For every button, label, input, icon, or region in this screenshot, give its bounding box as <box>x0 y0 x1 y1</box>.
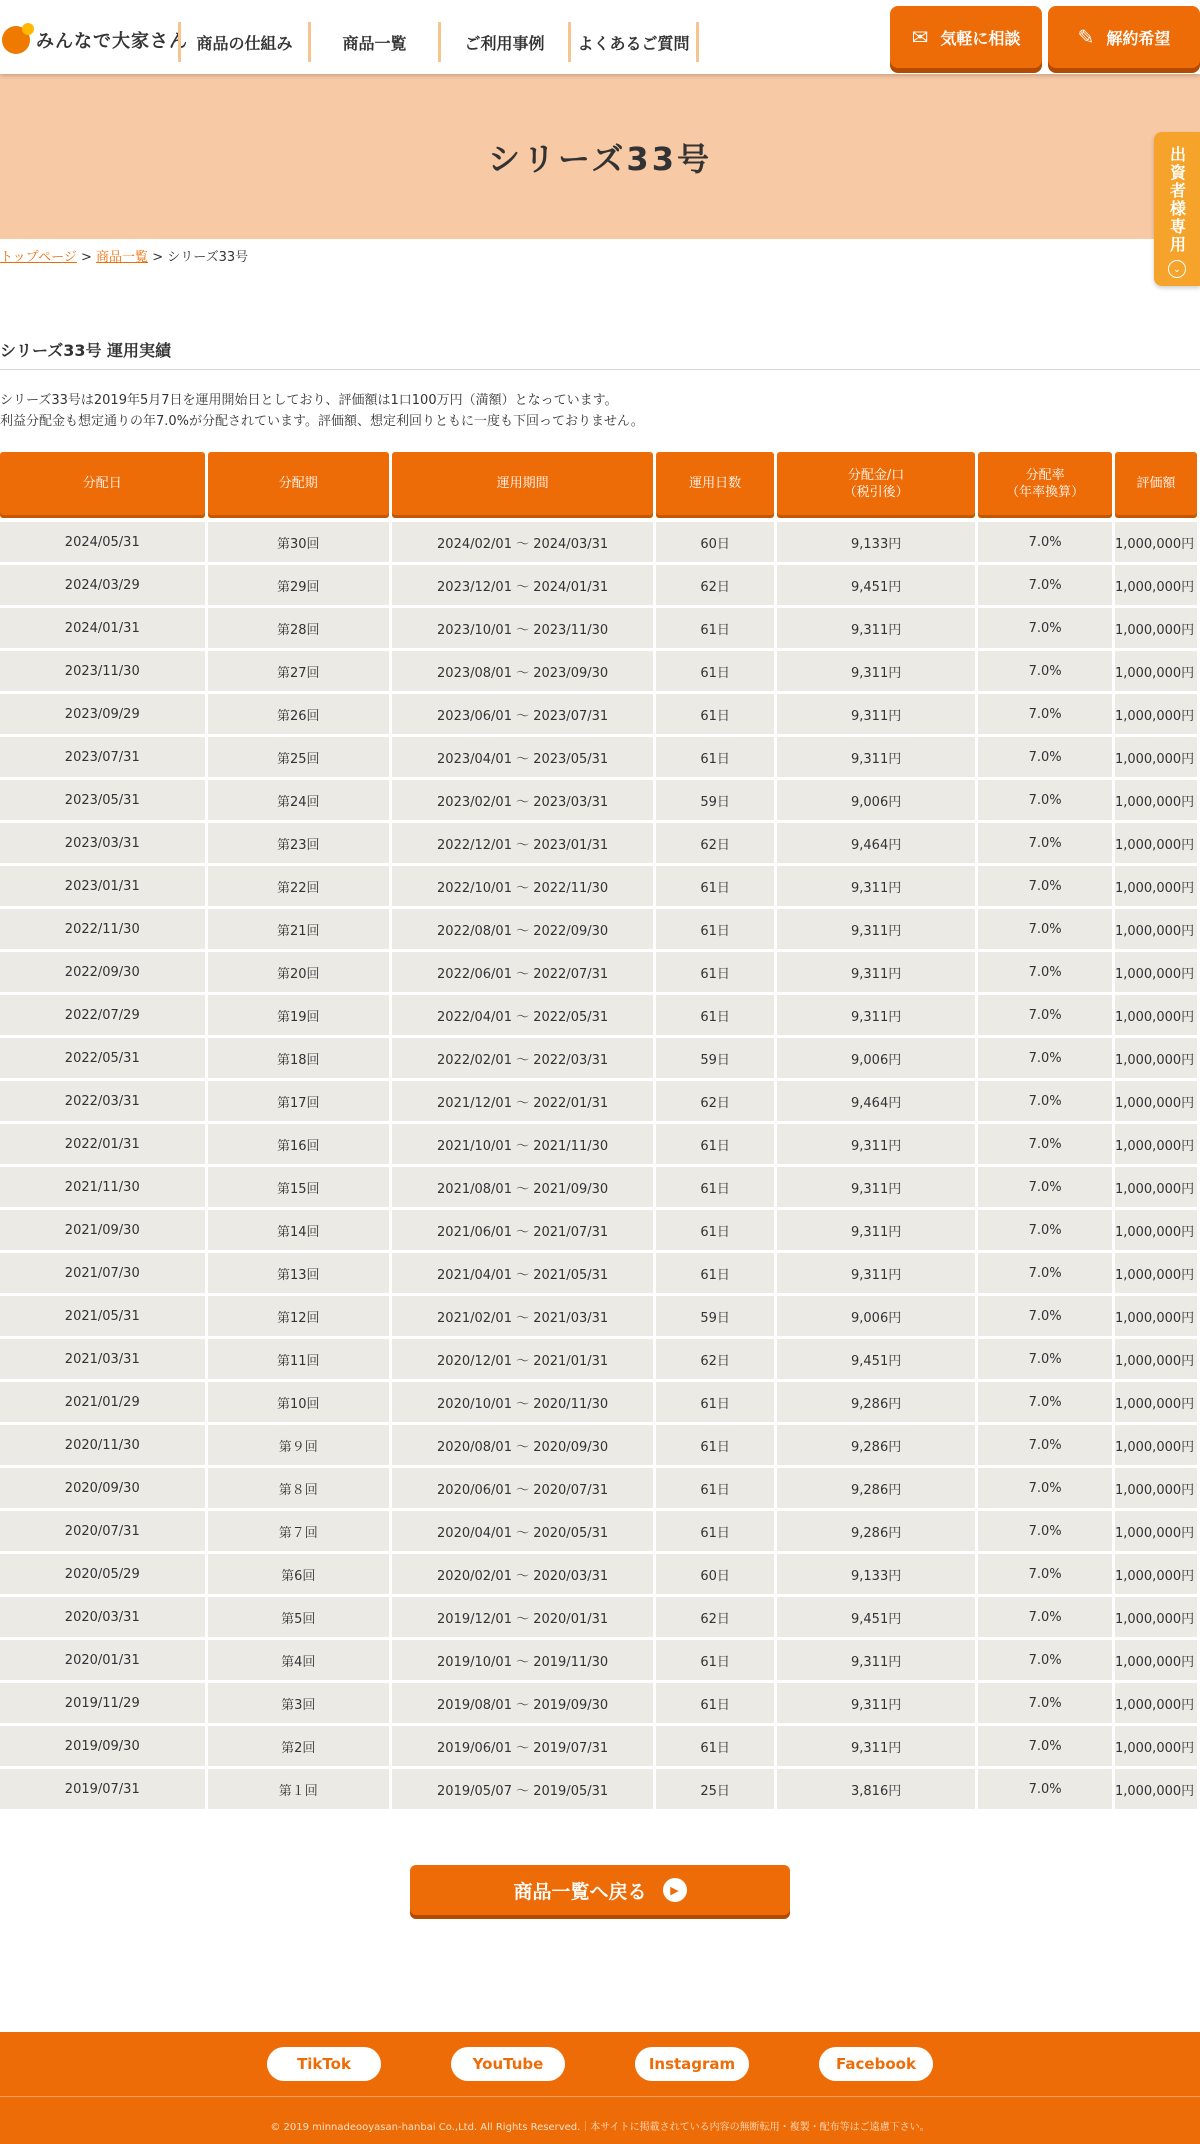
cell-operation-days: 62日 <box>656 565 774 605</box>
cell-operation-period: 2019/08/01 〜 2019/09/30 <box>392 1683 653 1723</box>
cell-valuation: 1,000,000円 <box>1115 909 1197 949</box>
table-row <box>0 1769 1197 1809</box>
table-row <box>0 995 1197 1035</box>
column-header-valuation <box>1115 452 1197 515</box>
cell-distribution-amount: 9,464円 <box>777 1081 975 1121</box>
cell-operation-period: 2021/06/01 〜 2021/07/31 <box>392 1210 653 1250</box>
cell-distribution-amount: 9,006円 <box>777 1038 975 1078</box>
cell-valuation: 1,000,000円 <box>1115 1597 1197 1637</box>
cell-distribution-rate: 7.0% <box>978 1167 1112 1207</box>
cell-distribution-date: 2019/09/30 <box>0 1726 205 1766</box>
cell-distribution-period: 第2回 <box>208 1726 389 1766</box>
cell-operation-period: 2020/10/01 〜 2020/11/30 <box>392 1382 653 1422</box>
cell-operation-days: 61日 <box>656 651 774 691</box>
cell-operation-period: 2020/08/01 〜 2020/09/30 <box>392 1425 653 1465</box>
cell-distribution-period: 第14回 <box>208 1210 389 1250</box>
cell-operation-days: 61日 <box>656 1640 774 1680</box>
table-row <box>0 1640 1197 1680</box>
table-row <box>0 1081 1197 1121</box>
breadcrumb-products-link[interactable]: 商品一覧 <box>96 250 149 265</box>
cell-distribution-amount: 9,006円 <box>777 780 975 820</box>
cell-operation-period: 2024/02/01 〜 2024/03/31 <box>392 518 653 562</box>
cell-distribution-date: 2021/03/31 <box>0 1339 205 1379</box>
cell-valuation: 1,000,000円 <box>1115 952 1197 992</box>
investor-only-tab-label: 出資者様専用 <box>1167 146 1187 254</box>
cell-operation-days: 61日 <box>656 909 774 949</box>
cell-distribution-rate: 7.0% <box>978 1210 1112 1250</box>
cell-distribution-rate: 7.0% <box>978 694 1112 734</box>
description-line-1: シリーズ33号は2019年5月7日を運用開始日としており、評価額は1口100万円（満額）となっています。 <box>0 393 618 408</box>
cell-operation-period: 2023/12/01 〜 2024/01/31 <box>392 565 653 605</box>
cell-distribution-amount: 9,311円 <box>777 1167 975 1207</box>
cell-distribution-amount: 9,464円 <box>777 823 975 863</box>
cell-operation-days: 62日 <box>656 1597 774 1637</box>
cell-operation-period: 2020/06/01 〜 2020/07/31 <box>392 1468 653 1508</box>
table-header-row <box>0 452 1197 515</box>
mail-icon: ✉ <box>911 25 929 49</box>
cell-operation-days: 61日 <box>656 995 774 1035</box>
cell-distribution-rate: 7.0% <box>978 1683 1112 1723</box>
breadcrumb-current: シリーズ33号 <box>167 250 249 265</box>
nav-item-products[interactable]: 商品一覧 <box>308 22 438 62</box>
cell-operation-period: 2022/06/01 〜 2022/07/31 <box>392 952 653 992</box>
table-row <box>0 608 1197 648</box>
table-row <box>0 1554 1197 1594</box>
cell-distribution-amount: 9,311円 <box>777 1253 975 1293</box>
cell-distribution-amount: 9,311円 <box>777 995 975 1035</box>
cell-distribution-date: 2021/11/30 <box>0 1167 205 1207</box>
table-row <box>0 565 1197 605</box>
cell-valuation: 1,000,000円 <box>1115 823 1197 863</box>
cell-distribution-date: 2022/01/31 <box>0 1124 205 1164</box>
table-row <box>0 1726 1197 1766</box>
cell-distribution-rate: 7.0% <box>978 995 1112 1035</box>
cell-distribution-amount: 9,311円 <box>777 1124 975 1164</box>
cell-distribution-date: 2021/07/30 <box>0 1253 205 1293</box>
table-row <box>0 737 1197 777</box>
site-logo[interactable] <box>2 20 188 60</box>
cell-valuation: 1,000,000円 <box>1115 1253 1197 1293</box>
page-banner <box>0 74 1200 239</box>
table-row <box>0 1597 1197 1637</box>
cell-distribution-rate: 7.0% <box>978 565 1112 605</box>
cell-distribution-date: 2020/11/30 <box>0 1425 205 1465</box>
nav-item-mechanism[interactable]: 商品の仕組み <box>178 22 308 62</box>
column-header-distribution-date <box>0 452 205 515</box>
cell-distribution-amount: 9,311円 <box>777 608 975 648</box>
column-header-operation-period <box>392 452 653 515</box>
column-header-text: 分配率 <box>1025 467 1065 483</box>
cell-distribution-amount: 9,311円 <box>777 651 975 691</box>
cell-distribution-rate: 7.0% <box>978 1640 1112 1680</box>
cell-valuation: 1,000,000円 <box>1115 1124 1197 1164</box>
cell-distribution-amount: 9,311円 <box>777 1726 975 1766</box>
cell-valuation: 1,000,000円 <box>1115 1468 1197 1508</box>
cell-distribution-date: 2024/01/31 <box>0 608 205 648</box>
cell-operation-days: 60日 <box>656 1554 774 1594</box>
cell-operation-days: 61日 <box>656 1253 774 1293</box>
cell-distribution-rate: 7.0% <box>978 1382 1112 1422</box>
cell-distribution-amount: 9,133円 <box>777 1554 975 1594</box>
page-title: シリーズ33号 <box>488 139 712 178</box>
cell-operation-period: 2022/10/01 〜 2022/11/30 <box>392 866 653 906</box>
breadcrumb-home-link[interactable]: トップページ <box>0 250 77 265</box>
table-row <box>0 780 1197 820</box>
cell-distribution-amount: 9,311円 <box>777 866 975 906</box>
cell-operation-period: 2019/12/01 〜 2020/01/31 <box>392 1597 653 1637</box>
table-row <box>0 1253 1197 1293</box>
table-row <box>0 1425 1197 1465</box>
section-title: シリーズ33号 運用実績 <box>0 338 1200 370</box>
cell-distribution-period: 第９回 <box>208 1425 389 1465</box>
cell-distribution-period: 第10回 <box>208 1382 389 1422</box>
cell-operation-days: 62日 <box>656 1339 774 1379</box>
table-row <box>0 1382 1197 1422</box>
cell-distribution-rate: 7.0% <box>978 866 1112 906</box>
cell-distribution-period: 第11回 <box>208 1339 389 1379</box>
cell-operation-days: 61日 <box>656 1124 774 1164</box>
cell-distribution-amount: 9,286円 <box>777 1425 975 1465</box>
column-header-distribution-rate <box>978 452 1112 515</box>
cell-operation-period: 2023/08/01 〜 2023/09/30 <box>392 651 653 691</box>
cell-operation-days: 61日 <box>656 952 774 992</box>
cell-operation-days: 62日 <box>656 1081 774 1121</box>
nav-item-faq[interactable]: よくあるご質問 <box>568 22 699 62</box>
edit-icon: ✎ <box>1077 25 1095 49</box>
breadcrumb-separator: > <box>152 250 164 265</box>
cell-valuation: 1,000,000円 <box>1115 1382 1197 1422</box>
cell-distribution-date: 2023/11/30 <box>0 651 205 691</box>
cell-distribution-period: 第4回 <box>208 1640 389 1680</box>
cell-distribution-date: 2023/05/31 <box>0 780 205 820</box>
cell-distribution-period: 第８回 <box>208 1468 389 1508</box>
cell-valuation: 1,000,000円 <box>1115 1081 1197 1121</box>
cell-distribution-period: 第29回 <box>208 565 389 605</box>
table-row <box>0 1124 1197 1164</box>
cell-distribution-period: 第30回 <box>208 518 389 562</box>
consult-button[interactable] <box>890 6 1042 68</box>
cell-distribution-period: 第25回 <box>208 737 389 777</box>
table-row <box>0 1468 1197 1508</box>
table-row <box>0 823 1197 863</box>
cell-distribution-amount: 3,816円 <box>777 1769 975 1809</box>
cell-distribution-date: 2020/03/31 <box>0 1597 205 1637</box>
cell-operation-days: 61日 <box>656 608 774 648</box>
cell-valuation: 1,000,000円 <box>1115 1640 1197 1680</box>
cell-distribution-amount: 9,286円 <box>777 1382 975 1422</box>
consult-button-label: 気軽に相談 <box>940 28 1021 48</box>
column-header-operation-days <box>656 452 774 515</box>
cell-operation-period: 2021/12/01 〜 2022/01/31 <box>392 1081 653 1121</box>
cell-operation-days: 25日 <box>656 1769 774 1809</box>
footer-divider <box>0 2096 1200 2097</box>
cell-operation-days: 61日 <box>656 866 774 906</box>
cell-valuation: 1,000,000円 <box>1115 780 1197 820</box>
logo-mark-icon <box>2 26 30 54</box>
cell-distribution-date: 2023/03/31 <box>0 823 205 863</box>
cell-distribution-period: 第16回 <box>208 1124 389 1164</box>
cell-distribution-period: 第28回 <box>208 608 389 648</box>
cell-distribution-date: 2019/11/29 <box>0 1683 205 1723</box>
cell-distribution-date: 2022/03/31 <box>0 1081 205 1121</box>
cell-valuation: 1,000,000円 <box>1115 608 1197 648</box>
breadcrumb <box>0 246 248 265</box>
table-row <box>0 952 1197 992</box>
cell-distribution-rate: 7.0% <box>978 1726 1112 1766</box>
table-row <box>0 518 1197 562</box>
cell-operation-period: 2023/04/01 〜 2023/05/31 <box>392 737 653 777</box>
cell-operation-days: 61日 <box>656 1683 774 1723</box>
cell-distribution-period: 第21回 <box>208 909 389 949</box>
back-to-products-label: 商品一覧へ戻る <box>513 1880 647 1903</box>
cell-distribution-amount: 9,286円 <box>777 1511 975 1551</box>
cell-distribution-rate: 7.0% <box>978 737 1112 777</box>
cell-distribution-date: 2023/07/31 <box>0 737 205 777</box>
cell-distribution-amount: 9,311円 <box>777 952 975 992</box>
column-header-text: 運用日数 <box>689 476 742 491</box>
table-row <box>0 651 1197 691</box>
cell-operation-period: 2021/10/01 〜 2021/11/30 <box>392 1124 653 1164</box>
cell-valuation: 1,000,000円 <box>1115 1339 1197 1379</box>
cell-valuation: 1,000,000円 <box>1115 1296 1197 1336</box>
cell-distribution-period: 第20回 <box>208 952 389 992</box>
cell-distribution-period: 第７回 <box>208 1511 389 1551</box>
cell-distribution-amount: 9,451円 <box>777 1339 975 1379</box>
cell-operation-period: 2023/06/01 〜 2023/07/31 <box>392 694 653 734</box>
tiktok-link[interactable]: TikTok <box>267 2047 381 2081</box>
cell-valuation: 1,000,000円 <box>1115 1554 1197 1594</box>
cell-distribution-rate: 7.0% <box>978 1339 1112 1379</box>
cell-distribution-period: 第6回 <box>208 1554 389 1594</box>
table-row <box>0 1296 1197 1336</box>
cell-distribution-date: 2020/05/29 <box>0 1554 205 1594</box>
cell-distribution-rate: 7.0% <box>978 1425 1112 1465</box>
main-nav <box>178 22 699 62</box>
cell-distribution-amount: 9,311円 <box>777 1683 975 1723</box>
cell-operation-period: 2020/02/01 〜 2020/03/31 <box>392 1554 653 1594</box>
site-footer <box>0 2032 1200 2144</box>
cell-operation-days: 61日 <box>656 1382 774 1422</box>
table-row <box>0 1511 1197 1551</box>
cell-operation-days: 59日 <box>656 1296 774 1336</box>
cell-valuation: 1,000,000円 <box>1115 1511 1197 1551</box>
cell-distribution-rate: 7.0% <box>978 823 1112 863</box>
table-row <box>0 866 1197 906</box>
cell-operation-period: 2019/06/01 〜 2019/07/31 <box>392 1726 653 1766</box>
cell-valuation: 1,000,000円 <box>1115 651 1197 691</box>
cell-distribution-date: 2021/01/29 <box>0 1382 205 1422</box>
youtube-link[interactable]: YouTube <box>451 2047 565 2081</box>
cell-distribution-date: 2021/05/31 <box>0 1296 205 1336</box>
cell-distribution-date: 2020/09/30 <box>0 1468 205 1508</box>
cell-distribution-rate: 7.0% <box>978 1511 1112 1551</box>
cell-valuation: 1,000,000円 <box>1115 737 1197 777</box>
cell-operation-period: 2020/12/01 〜 2021/01/31 <box>392 1339 653 1379</box>
cell-operation-days: 61日 <box>656 1425 774 1465</box>
cell-operation-days: 61日 <box>656 737 774 777</box>
cell-valuation: 1,000,000円 <box>1115 1038 1197 1078</box>
column-header-text: 評価額 <box>1136 476 1176 491</box>
cell-operation-days: 61日 <box>656 1468 774 1508</box>
description-line-2: 利益分配金も想定通りの年7.0%が分配されています。評価額、想定利回りともに一度も下回っておりません。 <box>0 414 644 429</box>
cell-distribution-period: 第18回 <box>208 1038 389 1078</box>
cell-distribution-date: 2024/05/31 <box>0 518 205 562</box>
column-header-text: 分配期 <box>278 476 318 491</box>
column-header-distribution-period <box>208 452 389 515</box>
cell-operation-days: 61日 <box>656 1210 774 1250</box>
cell-operation-days: 61日 <box>656 694 774 734</box>
cell-distribution-period: 第19回 <box>208 995 389 1035</box>
cell-distribution-period: 第5回 <box>208 1597 389 1637</box>
cell-distribution-period: 第12回 <box>208 1296 389 1336</box>
cell-operation-period: 2020/04/01 〜 2020/05/31 <box>392 1511 653 1551</box>
cell-distribution-amount: 9,133円 <box>777 518 975 562</box>
cell-operation-period: 2022/02/01 〜 2022/03/31 <box>392 1038 653 1078</box>
cell-operation-period: 2021/02/01 〜 2021/03/31 <box>392 1296 653 1336</box>
cell-operation-days: 61日 <box>656 1726 774 1766</box>
copyright: © 2019 minnadeooyasan-hanbai Co.,Ltd. All Rights Reserved.｜本サイトに掲載されている内容の無断転用・複製・配布等はご遠慮下さい。 <box>270 2122 930 2133</box>
cell-operation-period: 2022/08/01 〜 2022/09/30 <box>392 909 653 949</box>
cell-distribution-date: 2022/09/30 <box>0 952 205 992</box>
cell-distribution-period: 第１回 <box>208 1769 389 1809</box>
cell-distribution-rate: 7.0% <box>978 518 1112 562</box>
cell-distribution-period: 第3回 <box>208 1683 389 1723</box>
cell-distribution-period: 第22回 <box>208 866 389 906</box>
cell-distribution-period: 第24回 <box>208 780 389 820</box>
column-header-text: （年率換算） <box>1006 484 1085 500</box>
cell-operation-period: 2021/08/01 〜 2021/09/30 <box>392 1167 653 1207</box>
facebook-link[interactable]: Facebook <box>819 2047 933 2081</box>
cell-distribution-date: 2022/07/29 <box>0 995 205 1035</box>
table-row <box>0 909 1197 949</box>
chevron-down-icon: ⌄ <box>1168 260 1186 278</box>
column-header-text: （税引後） <box>843 484 909 500</box>
cell-distribution-period: 第15回 <box>208 1167 389 1207</box>
table-row <box>0 1038 1197 1078</box>
cell-distribution-rate: 7.0% <box>978 1554 1112 1594</box>
cell-distribution-amount: 9,451円 <box>777 565 975 605</box>
cell-operation-period: 2022/12/01 〜 2023/01/31 <box>392 823 653 863</box>
cell-valuation: 1,000,000円 <box>1115 1210 1197 1250</box>
cell-distribution-period: 第17回 <box>208 1081 389 1121</box>
cell-distribution-date: 2023/01/31 <box>0 866 205 906</box>
column-header-text: 分配日 <box>82 476 122 491</box>
cell-operation-days: 61日 <box>656 1167 774 1207</box>
cell-distribution-rate: 7.0% <box>978 1296 1112 1336</box>
cell-distribution-date: 2024/03/29 <box>0 565 205 605</box>
cell-distribution-rate: 7.0% <box>978 952 1112 992</box>
cell-valuation: 1,000,000円 <box>1115 694 1197 734</box>
cell-distribution-date: 2023/09/29 <box>0 694 205 734</box>
cell-distribution-rate: 7.0% <box>978 909 1112 949</box>
cell-distribution-amount: 9,006円 <box>777 1296 975 1336</box>
cell-distribution-rate: 7.0% <box>978 1038 1112 1078</box>
cell-distribution-rate: 7.0% <box>978 651 1112 691</box>
cell-distribution-rate: 7.0% <box>978 1468 1112 1508</box>
cell-distribution-amount: 9,451円 <box>777 1597 975 1637</box>
cancel-request-button[interactable] <box>1048 6 1200 68</box>
cell-distribution-date: 2022/11/30 <box>0 909 205 949</box>
cell-operation-period: 2019/10/01 〜 2019/11/30 <box>392 1640 653 1680</box>
cell-distribution-rate: 7.0% <box>978 1124 1112 1164</box>
cell-distribution-period: 第13回 <box>208 1253 389 1293</box>
table-row <box>0 1167 1197 1207</box>
table-row <box>0 1339 1197 1379</box>
cell-distribution-date: 2020/01/31 <box>0 1640 205 1680</box>
table-row <box>0 694 1197 734</box>
table-row <box>0 1683 1197 1723</box>
cell-operation-days: 59日 <box>656 1038 774 1078</box>
cell-valuation: 1,000,000円 <box>1115 1769 1197 1809</box>
cell-valuation: 1,000,000円 <box>1115 1683 1197 1723</box>
cell-distribution-period: 第26回 <box>208 694 389 734</box>
logo-text: みんなで大家さん <box>36 31 188 52</box>
cell-operation-days: 59日 <box>656 780 774 820</box>
cell-operation-period: 2023/02/01 〜 2023/03/31 <box>392 780 653 820</box>
cell-distribution-period: 第23回 <box>208 823 389 863</box>
cell-distribution-date: 2022/05/31 <box>0 1038 205 1078</box>
performance-table <box>0 449 1200 1812</box>
cell-operation-days: 60日 <box>656 518 774 562</box>
cell-distribution-amount: 9,311円 <box>777 1210 975 1250</box>
cancel-request-button-label: 解約希望 <box>1106 28 1171 48</box>
cell-distribution-date: 2021/09/30 <box>0 1210 205 1250</box>
cell-operation-period: 2019/05/07 〜 2019/05/31 <box>392 1769 653 1809</box>
nav-item-cases[interactable]: ご利用事例 <box>438 22 568 62</box>
cell-valuation: 1,000,000円 <box>1115 1167 1197 1207</box>
cell-distribution-amount: 9,311円 <box>777 909 975 949</box>
cell-operation-period: 2023/10/01 〜 2023/11/30 <box>392 608 653 648</box>
instagram-link[interactable]: Instagram <box>635 2047 749 2081</box>
cell-distribution-date: 2020/07/31 <box>0 1511 205 1551</box>
arrow-right-icon: ▶ <box>663 1878 687 1902</box>
table-row <box>0 1210 1197 1250</box>
cell-operation-period: 2021/04/01 〜 2021/05/31 <box>392 1253 653 1293</box>
cell-distribution-rate: 7.0% <box>978 1081 1112 1121</box>
back-to-products-button[interactable] <box>410 1865 790 1915</box>
cell-valuation: 1,000,000円 <box>1115 1425 1197 1465</box>
sns-links <box>0 2032 1200 2096</box>
cell-valuation: 1,000,000円 <box>1115 1726 1197 1766</box>
cell-distribution-rate: 7.0% <box>978 1597 1112 1637</box>
cell-operation-days: 61日 <box>656 1511 774 1551</box>
cell-valuation: 1,000,000円 <box>1115 565 1197 605</box>
cell-operation-period: 2022/04/01 〜 2022/05/31 <box>392 995 653 1035</box>
cell-valuation: 1,000,000円 <box>1115 518 1197 562</box>
cell-valuation: 1,000,000円 <box>1115 866 1197 906</box>
cell-operation-days: 62日 <box>656 823 774 863</box>
cell-distribution-amount: 9,286円 <box>777 1468 975 1508</box>
cell-distribution-rate: 7.0% <box>978 780 1112 820</box>
column-header-text: 分配金/口 <box>847 467 905 483</box>
section-description <box>0 390 644 432</box>
cell-distribution-amount: 9,311円 <box>777 1640 975 1680</box>
cell-distribution-rate: 7.0% <box>978 1769 1112 1809</box>
cell-distribution-rate: 7.0% <box>978 1253 1112 1293</box>
investor-only-tab[interactable] <box>1154 132 1200 286</box>
cell-distribution-amount: 9,311円 <box>777 737 975 777</box>
site-header <box>0 0 1200 74</box>
cell-distribution-rate: 7.0% <box>978 608 1112 648</box>
breadcrumb-separator: > <box>80 250 92 265</box>
column-header-text: 運用期間 <box>496 476 549 491</box>
cell-valuation: 1,000,000円 <box>1115 995 1197 1035</box>
cell-distribution-period: 第27回 <box>208 651 389 691</box>
cell-distribution-date: 2019/07/31 <box>0 1769 205 1809</box>
cell-distribution-amount: 9,311円 <box>777 694 975 734</box>
column-header-distribution-amount <box>777 452 975 515</box>
